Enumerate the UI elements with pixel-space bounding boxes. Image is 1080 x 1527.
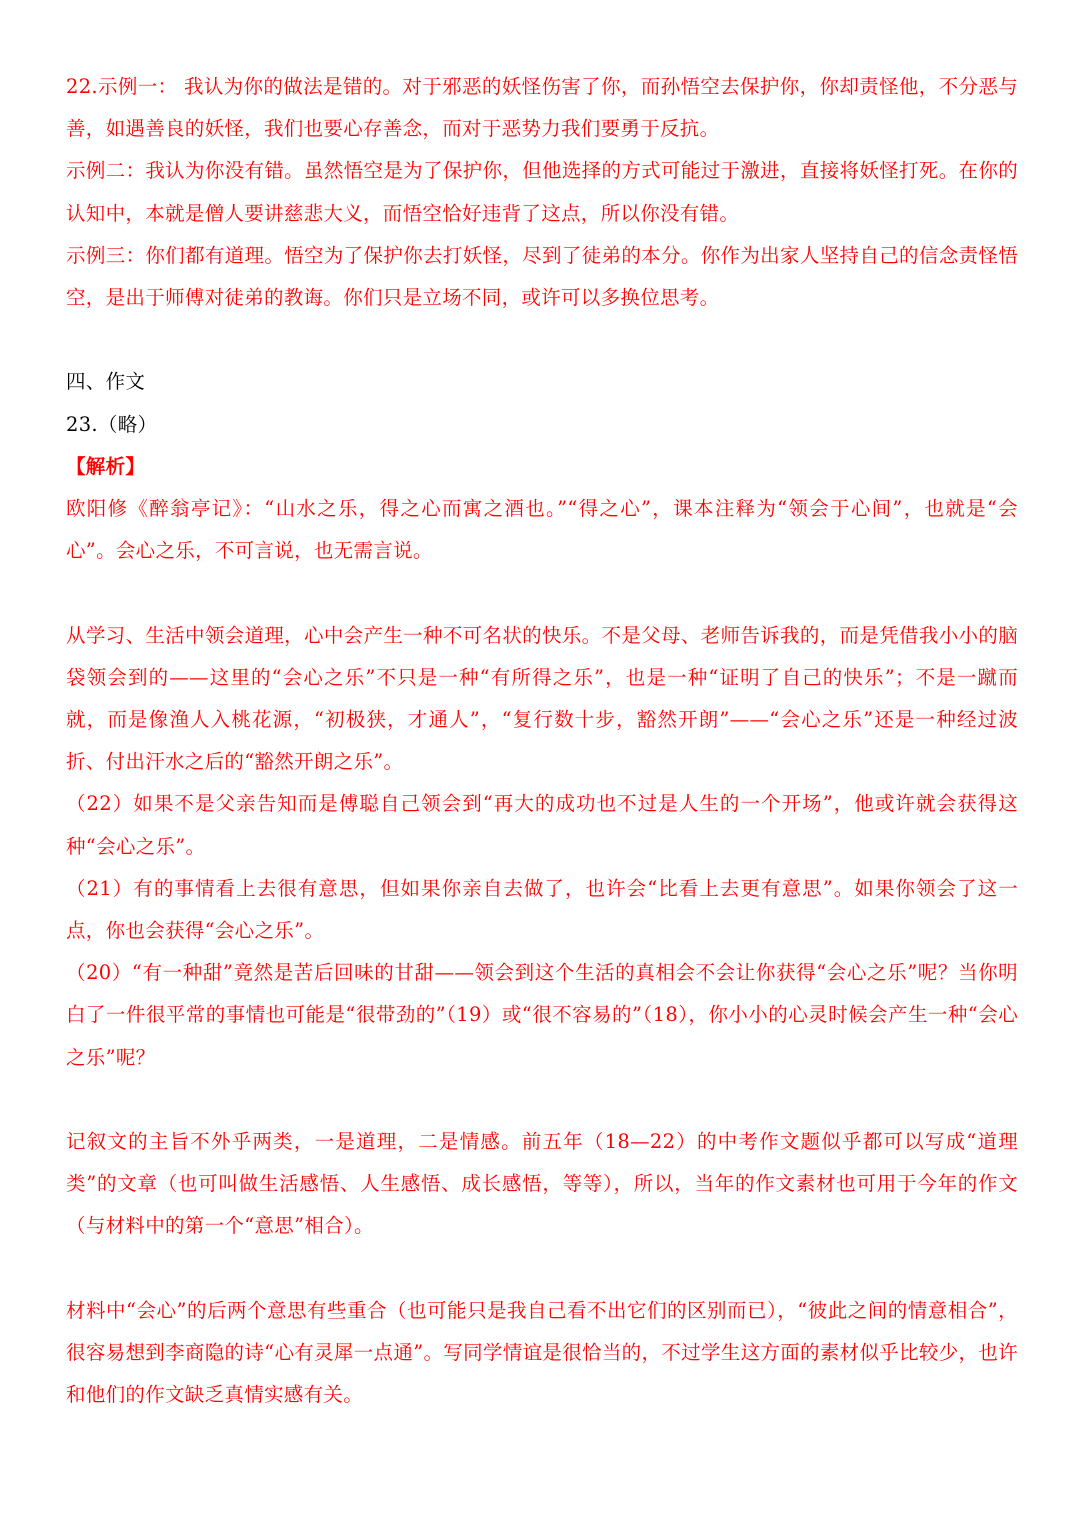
analysis-paragraph-4: （21）有的事情看上去很有意思，但如果你亲自去做了，也许会“比看上去更有意思”。如果你领会了这一点，你也会获得“会心之乐”。 bbox=[66, 876, 1018, 943]
document-page bbox=[66, 66, 1018, 1416]
analysis-paragraph-5: （20）“有一种甜”竟然是苦后回味的甘甜——领会到这个生活的真相会不会让你获得“会心之乐”呢？当你明白了一件很平常的事情也可能是“很带劲的”（19）或“很不容易的”（18），你小小的心灵时候会产生一种“会心之乐”呢？ bbox=[66, 961, 1018, 1069]
answer-22-example-2: 示例二：我认为你没有错。虽然悟空是为了保护你，但他选择的方式可能过于激进，直接将妖怪打死。在你的认知中，本就是僧人要讲慈悲大义，而悟空恰好违背了这点，所以你没有错。 bbox=[66, 159, 1018, 225]
section-heading-composition: 四、作文 bbox=[66, 370, 146, 394]
analysis-paragraph-7: 材料中“会心”的后两个意思有些重合（也可能只是我自己看不出它们的区别而已），“彼此之间的情意相合”，很容易想到李商隐的诗“心有灵犀一点通”。写同学情谊是很恰当的，不过学生这方面的素材似乎比较少，也许和他们的作文缺乏真情实感有关。 bbox=[66, 1298, 1018, 1407]
analysis-paragraph-1: 欧阳修《醉翁亭记》：“山水之乐，得之心而寓之酒也。”“得之心”，课本注释为“领会于心间”，也就是“会心”。会心之乐，不可言说，也无需言说。 bbox=[66, 497, 1018, 563]
analysis-paragraph-3: （22）如果不是父亲告知而是傅聪自己领会到“再大的成功也不过是人生的一个开场”，他或许就会获得这种“会心之乐”。 bbox=[66, 792, 1018, 858]
answer-22-example-1: 22.示例一： 我认为你的做法是错的。对于邪恶的妖怪伤害了你，而孙悟空去保护你，你却责怪他，不分恶与善，如遇善良的妖怪，我们也要心存善念，而对于恶势力我们要勇于反抗。 bbox=[66, 75, 1018, 141]
answer-22-example-3: 示例三：你们都有道理。悟空为了保护你去打妖怪，尽到了徒弟的本分。你作为出家人坚持自己的信念责怪悟空，是出于师傅对徒弟的教诲。你们只是立场不同，或许可以多换位思考。 bbox=[66, 243, 1018, 310]
spacer bbox=[66, 572, 1018, 614]
analysis-paragraph-2: 从学习、生活中领会道理，心中会产生一种不可名状的快乐。不是父母、老师告诉我的，而是凭借我小小的脑袋领会到的——这里的“会心之乐”不只是一种“有所得之乐”，也是一种“证明了自己的快乐”；不是一蹴而就，而是像渔人入桃花源，“初极狭，才通人”，“复行数十步，豁然开朗”——“会心之乐”还是一种经过波折、付出汗水之后的“豁然开朗之乐”。 bbox=[66, 623, 1018, 774]
analysis-label: 【解析】 bbox=[66, 454, 146, 478]
spacer bbox=[66, 1079, 1018, 1121]
spacer bbox=[66, 319, 1018, 361]
answer-23: 23.（略） bbox=[66, 412, 158, 436]
spacer bbox=[66, 1248, 1018, 1290]
analysis-paragraph-6: 记叙文的主旨不外乎两类，一是道理，二是情感。前五年（18—22）的中考作文题似乎都可以写成“道理类”的文章（也可叫做生活感悟、人生感悟、成长感悟，等等），所以，当年的作文素材也可用于今年的作文（与材料中的第一个“意思”相合）。 bbox=[66, 1130, 1018, 1238]
